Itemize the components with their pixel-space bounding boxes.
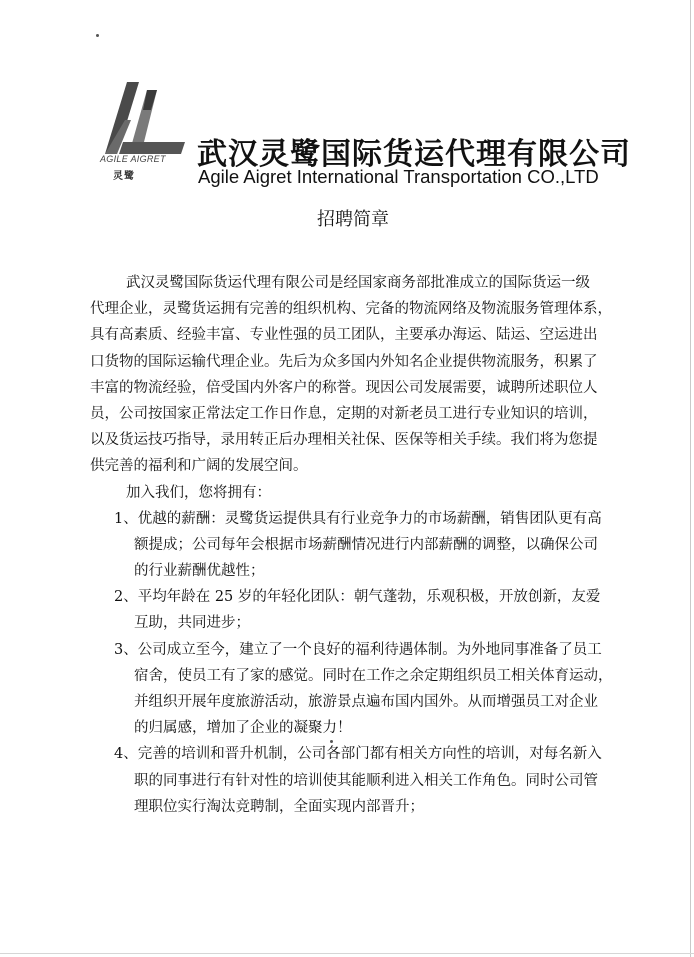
company-name-en: Agile Aigret International Transportation CO.,LTD bbox=[198, 166, 599, 187]
intro-line: 丰富的物流经验，倍受国内外客户的称誉。现因公司发展需要，诚聘所述职位人 bbox=[90, 379, 598, 396]
benefit-item-line: 1、优越的薪酬：灵鹭货运提供具有行业竞争力的市场薪酬，销售团队更有高 bbox=[114, 510, 602, 527]
intro-line: 供完善的福利和广阔的发展空间。 bbox=[90, 458, 308, 475]
benefit-item-line: 的行业薪酬优越性； bbox=[134, 563, 265, 580]
benefit-item-line: 互助，共同进步； bbox=[134, 615, 250, 632]
join-line: 加入我们，您将拥有： bbox=[126, 484, 271, 501]
intro-line: 代理企业，灵鹭货运拥有完善的组织机构、完备的物流网络及物流服务管理体系， bbox=[90, 301, 612, 318]
scan-edge-right bbox=[690, 0, 691, 957]
benefit-item-line: 宿舍，使员工有了家的感觉。同时在工作之余定期组织员工相关体育运动， bbox=[134, 667, 613, 684]
intro-line: 武汉灵鹭国际货运代理有限公司是经国家商务部批准成立的国际货运一级 bbox=[126, 275, 590, 291]
benefit-item-line: 并组织开展年度旅游活动，旅游景点遍布国内国外。从而增强员工对企业 bbox=[134, 694, 598, 710]
scan-edge-bottom bbox=[0, 953, 694, 954]
intro-line: 口货物的国际运输代理企业。先后为众多国内外知名企业提供物流服务，积累了 bbox=[90, 353, 598, 370]
logo-text-en: AGILE AIGRET bbox=[100, 154, 166, 164]
document-body bbox=[90, 270, 613, 820]
company-name-cn: 武汉灵鹭国际货运代理有限公司 bbox=[197, 137, 631, 172]
company-logo-icon bbox=[97, 80, 189, 184]
intro-line: 员，公司按国家正常法定工作日作息，定期的对新老员工进行专业知识的培训， bbox=[90, 405, 598, 422]
benefit-item-line: 的归属感，增加了企业的凝聚力！ bbox=[134, 720, 352, 737]
benefit-item-line: 2、平均年龄在 25 岁的年轻化团队：朝气蓬勃，乐观积极，开放创新，友爱 bbox=[114, 589, 601, 606]
benefit-item-line: 4、完善的培训和晋升机制，公司各部门都有相关方向性的培训，对每名新入 bbox=[114, 746, 602, 763]
intro-line: 具有高素质、经验丰富、专业性强的员工团队，主要承办海运、陆运、空运进出 bbox=[90, 327, 598, 344]
document-title: 招聘简章 bbox=[317, 209, 389, 230]
intro-line: 以及货运技巧指导，录用转正后办理相关社保、医保等相关手续。我们将为您提 bbox=[90, 432, 598, 449]
benefit-item-line: 理职位实行淘汰竞聘制，全面实现内部晋升； bbox=[134, 798, 424, 815]
logo-text-cn: 灵鹭 bbox=[113, 171, 135, 182]
benefit-item-line: 3、公司成立至今，建立了一个良好的福利待遇体制。为外地同事准备了员工 bbox=[114, 641, 602, 658]
benefit-item-line: 额提成；公司每年会根据市场薪酬情况进行内部薪酬的调整，以确保公司 bbox=[134, 536, 598, 553]
scan-speck bbox=[96, 34, 99, 37]
benefit-item-line: 职的同事进行有针对性的培训使其能顺利进入相关工作角色。同时公司管 bbox=[134, 772, 598, 789]
